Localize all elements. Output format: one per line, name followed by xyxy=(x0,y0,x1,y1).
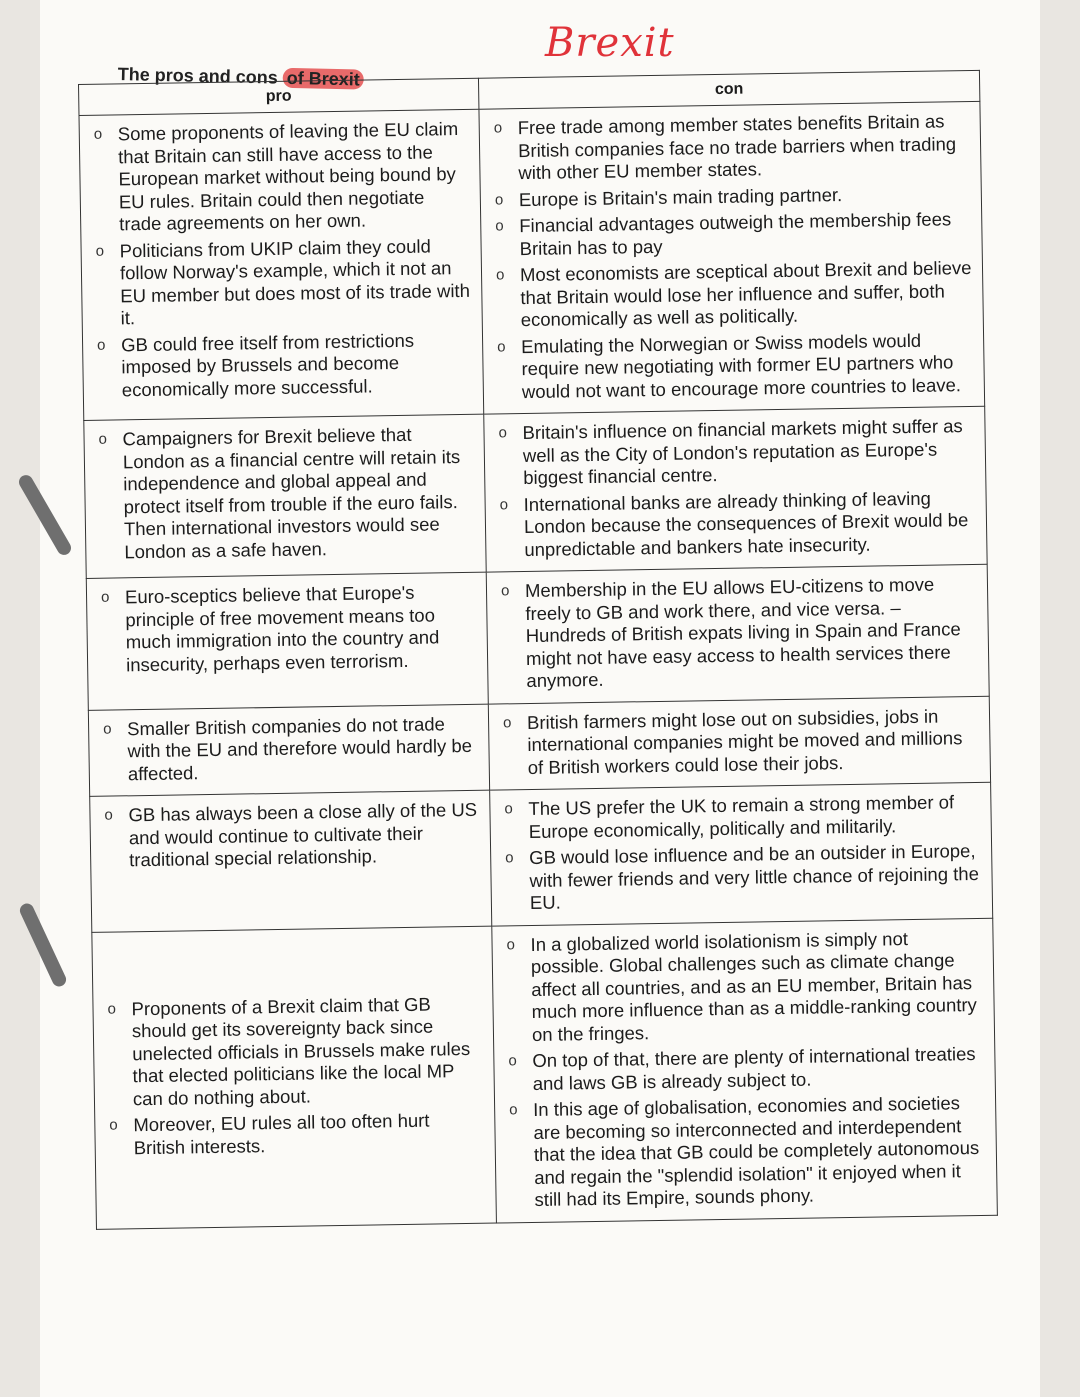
con-header: con xyxy=(478,70,979,109)
pro-item-text: Moreover, EU rules all too often hurt British interests. xyxy=(133,1109,430,1159)
table-row xyxy=(92,918,998,1229)
con-list-item xyxy=(484,110,971,185)
pro-list xyxy=(94,799,480,873)
con-list-item xyxy=(495,840,982,915)
table-row xyxy=(86,564,989,710)
bullet-icon: o xyxy=(93,125,103,143)
con-item-text: Financial advantages outweigh the membership fees Britain has to pay xyxy=(519,208,952,259)
pro-item-text: Some proponents of leaving the EU claim that Britain can still have access to the European market without being bound by EU rules. Britain could then negotiate trade agreements on her own. xyxy=(117,118,459,235)
con-cell xyxy=(488,696,990,790)
bullet-icon: o xyxy=(107,1000,117,1018)
pros-cons-table xyxy=(78,70,998,1230)
con-list-item xyxy=(499,1092,987,1212)
con-item-text: In a globalized world isolationism is simply not possible. Global challenges such as climate change affect all countries, and as an EU member, Britain has much more influence than as a middle-ranking country on the fringes. xyxy=(530,927,977,1045)
document-title-text: The pros and cons xyxy=(117,64,283,88)
bullet-icon: o xyxy=(98,430,108,448)
bullet-icon: o xyxy=(102,720,112,738)
pro-list xyxy=(93,712,479,786)
pro-list-item xyxy=(94,799,480,873)
bullet-icon: o xyxy=(109,1116,118,1134)
bullet-icon: o xyxy=(104,806,113,824)
bullet-icon: o xyxy=(497,337,506,355)
con-cell xyxy=(486,564,989,703)
bullet-icon: o xyxy=(506,935,516,953)
con-item-text: Emulating the Norwegian or Swiss models would require new negotiating with former EU partners who would not want to encourage more countries to leave. xyxy=(521,329,962,402)
bullet-icon: o xyxy=(504,800,513,818)
table-row xyxy=(90,782,993,932)
pro-cell xyxy=(84,414,486,578)
con-item-text: On top of that, there are plenty of international treaties and laws GB is already subject to. xyxy=(532,1043,976,1094)
bullet-icon: o xyxy=(509,1101,518,1119)
handwritten-title: Brexit xyxy=(545,20,675,66)
bullet-icon: o xyxy=(508,1052,517,1070)
pro-header: pro xyxy=(79,78,479,115)
con-item-text: Most economists are sceptical about Brexit and believe that Britain would lose her influence and suffer, both economically as well as politically. xyxy=(519,256,972,331)
pro-item-text: GB has always been a close ally of the US and would continue to cultivate their traditional special relationship. xyxy=(128,798,478,871)
con-item-text: British farmers might lose out on subsidies, jobs in international companies might be moved and millions of British workers could lose their jobs. xyxy=(526,705,963,778)
table-body xyxy=(79,101,997,1229)
bullet-icon: o xyxy=(96,336,106,354)
pro-item-text: GB could free itself from restrictions imposed by Brussels and become economically more successful. xyxy=(120,329,415,400)
pro-list-item xyxy=(88,423,475,564)
table-row xyxy=(88,696,990,797)
con-list xyxy=(496,926,986,1212)
pro-list xyxy=(84,118,473,402)
pro-list-item xyxy=(84,118,471,237)
pro-list-item xyxy=(87,328,473,402)
con-list-item xyxy=(485,208,972,261)
bullet-icon: o xyxy=(494,190,504,208)
con-item-text: Europe is Britain's main trading partner. xyxy=(518,183,843,210)
con-list-item xyxy=(496,926,984,1046)
document-title-highlight: of Brexit xyxy=(283,68,364,90)
bullet-icon: o xyxy=(100,588,110,606)
bullet-icon: o xyxy=(493,119,503,137)
pro-list-item xyxy=(91,581,477,677)
con-item-text: The US prefer the UK to remain a strong member of Europe economically, politically and militarily. xyxy=(528,791,955,842)
con-cell xyxy=(479,101,985,414)
con-list-item xyxy=(498,1043,985,1096)
bullet-icon: o xyxy=(495,266,505,284)
bullet-icon: o xyxy=(505,849,514,867)
pro-list-item xyxy=(93,712,479,786)
bullet-icon: o xyxy=(502,713,512,731)
con-list xyxy=(494,791,982,915)
con-cell xyxy=(490,782,993,925)
con-list-item xyxy=(488,415,975,490)
con-cell xyxy=(484,406,987,572)
con-list-item xyxy=(493,704,980,779)
con-list xyxy=(491,573,979,693)
table-row xyxy=(84,406,987,578)
pro-cell xyxy=(86,572,488,710)
pro-list-item xyxy=(97,993,484,1112)
bullet-icon: o xyxy=(95,242,105,260)
con-list xyxy=(484,110,974,404)
pro-item-text: Politicians from UKIP claim they could follow Norway's example, which it not an EU member but does most of its trade with it. xyxy=(119,234,471,329)
con-item-text: Free trade among member states benefits Britain as British companies face no trade barriers when trading with other EU member states. xyxy=(517,110,957,184)
bullet-icon: o xyxy=(500,582,510,600)
bullet-icon: o xyxy=(498,424,508,442)
pro-item-text: Euro-sceptics believe that Europe's principle of free movement means too much immigration into the country and insecurity, perhaps even terrorism. xyxy=(124,581,440,675)
con-list xyxy=(493,704,980,779)
con-item-text: International banks are already thinking of leaving London because the consequences of Brexit would be unpredictable and bankers hate insecurity. xyxy=(523,487,969,560)
pro-cell xyxy=(88,704,489,797)
con-item-text: Britain's influence on financial markets might suffer as well as the City of London's reputation as Europe's biggest financial centre. xyxy=(522,415,963,489)
pro-item-text: Proponents of a Brexit claim that GB should get its sovereignty back since unelected officials in Brussels make rules that elected politicians like the local MP can do nothing about. xyxy=(131,993,471,1110)
bullet-icon: o xyxy=(495,217,504,235)
pro-list-item xyxy=(99,1109,485,1160)
con-list-item xyxy=(485,181,971,211)
pro-list xyxy=(91,581,477,677)
con-list-item xyxy=(494,791,981,844)
pro-item-text: Campaigners for Brexit believe that London as a financial centre will retain its independence and global appeal and protect itself from trouble if the euro fails. Then international investors would see London as a safe haven. xyxy=(122,423,461,562)
con-list-item xyxy=(491,573,979,693)
con-item-text: GB would lose influence and be an outsider in Europe, with fewer friends and very little chance of rejoining the EU. xyxy=(529,839,980,914)
bullet-icon: o xyxy=(499,495,509,513)
con-list-item xyxy=(487,328,974,403)
con-list xyxy=(488,415,976,562)
con-item-text: Membership in the EU allows EU-citizens to move freely to GB and work there, and vice versa. – Hundreds of British expats living in Spain and France might not have easy access to health services there anymore. xyxy=(524,573,961,692)
pro-cell xyxy=(79,109,484,420)
con-cell xyxy=(492,918,998,1223)
pro-list xyxy=(97,993,484,1161)
pro-list xyxy=(88,423,475,564)
pro-cell xyxy=(92,926,497,1229)
table-row xyxy=(79,101,985,420)
pro-item-text: Smaller British companies do not trade with the EU and therefore would hardly be affected. xyxy=(126,712,473,784)
con-list-item xyxy=(489,486,976,561)
pro-list-item xyxy=(85,234,471,330)
con-item-text: In this age of globalisation, economies and societies are becoming so interconnected and interdependent that the idea that GB could be completely autonomous and regain the "splendid isolation" it enjoyed when it still had its Empire, sounds phony. xyxy=(532,1092,980,1210)
pro-cell xyxy=(90,790,492,932)
con-list-item xyxy=(486,257,973,332)
